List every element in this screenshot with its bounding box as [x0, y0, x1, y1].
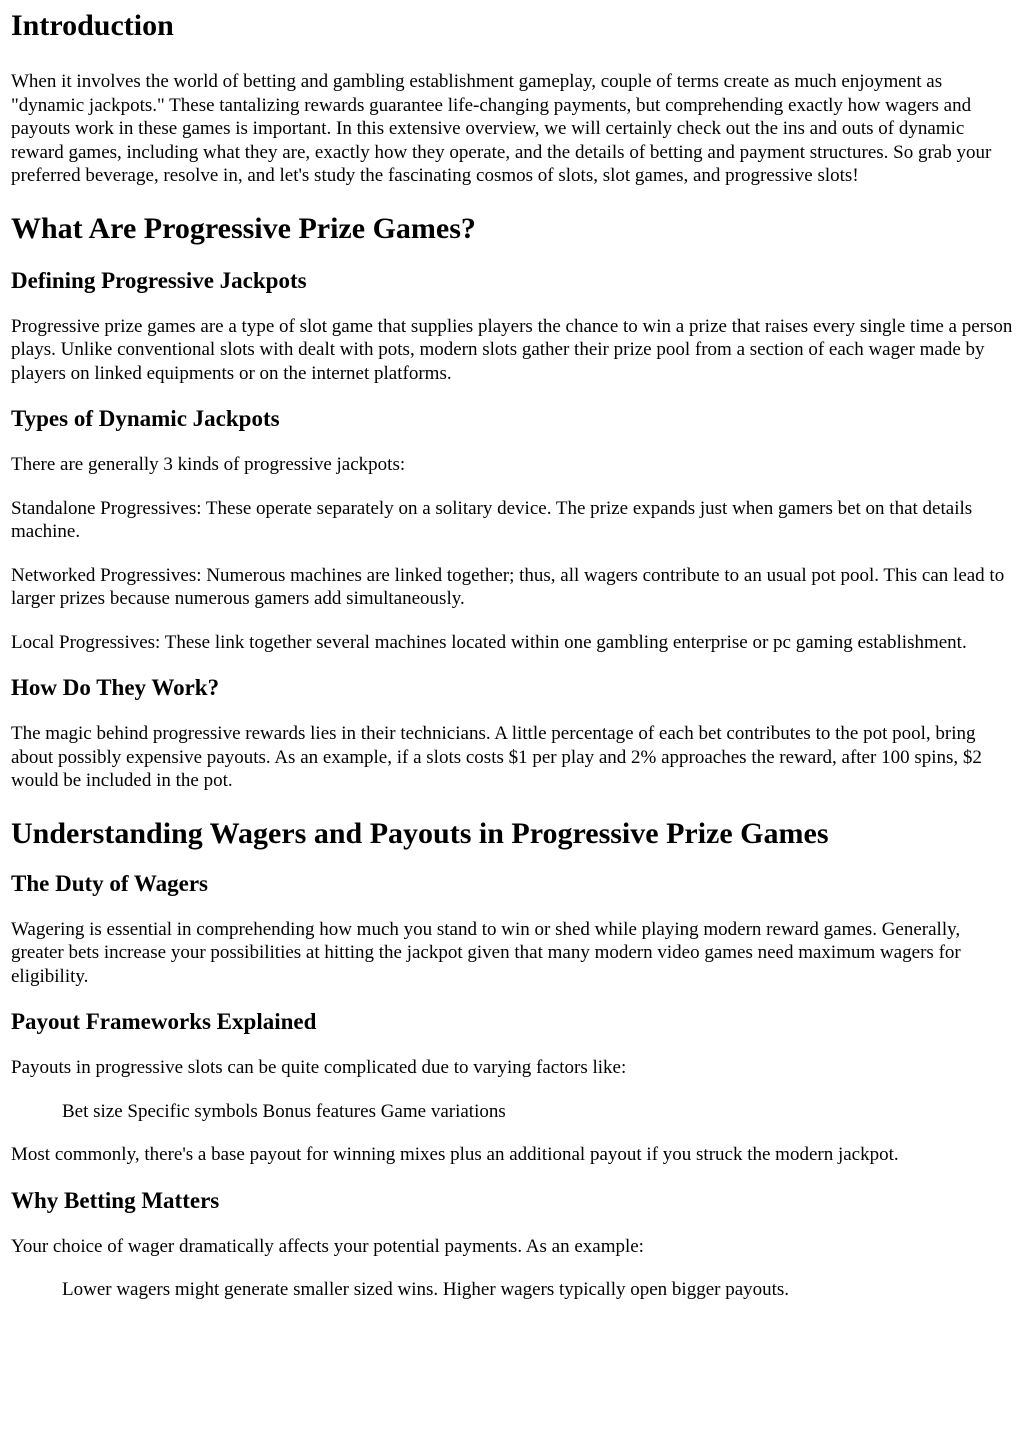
- payout-intro: Payouts in progressive slots can be quite complicated due to varying factors like:: [11, 1057, 627, 1078]
- how-paragraph: The magic behind progressive rewards lies in their technicians. A little percentage of each bet contributes to the pot pool, bring about possibly expensive payouts. As an example, if a slots costs $1 per play and 2% approaches the reward, after 100 spins, $2 would be included in the pot.: [11, 723, 982, 791]
- what-are-heading: What Are Progressive Prize Games?: [11, 211, 476, 245]
- duty-heading: The Duty of Wagers: [11, 870, 208, 896]
- payout-list: Bet size Specific symbols Bonus features Game variations: [62, 1100, 506, 1122]
- article: [0, 9, 1024, 1302]
- types-heading: Types of Dynamic Jackpots: [11, 406, 280, 431]
- understanding-heading: Understanding Wagers and Payouts in Progressive Prize Games: [11, 816, 829, 850]
- payout-paragraph: Most commonly, there's a base payout for winning mixes plus an additional payout if you struck the modern jackpot.: [11, 1144, 899, 1165]
- types-networked: Networked Progressives: Numerous machines are linked together; thus, all wagers contribute to an usual pot pool. This can lead to larger prizes because numerous gamers add simultaneously.: [11, 564, 1005, 609]
- how-heading: How Do They Work?: [11, 675, 220, 700]
- types-local: Local Progressives: These link together several machines located within one gambling enterprise or pc gaming establishment.: [11, 631, 967, 653]
- payout-heading: Payout Frameworks Explained: [11, 1009, 317, 1034]
- duty-paragraph: Wagering is essential in comprehending how much you stand to win or shed while playing modern reward games. Generally, greater bets increase your possibilities at hitting the jackpot given that many modern video games need maximum wagers for eligibility.: [11, 918, 961, 987]
- defining-heading: Defining Progressive Jackpots: [11, 267, 307, 293]
- intro-paragraph: When it involves the world of betting and gambling establishment gameplay, couple of terms create as much enjoyment as "dynamic jackpots." These tantalizing rewards guarantee life-changing payments, but comprehending exactly how wagers and payouts work in these games is important. In this extensive overview, we will certainly check out the ins and outs of dynamic reward games, including what they are, exactly how they operate, and the details of betting and payment structures. So grab your preferred beverage, resolve in, and let's study the fascinating cosmos of slots, slot games, and progressive slots!: [11, 71, 992, 186]
- defining-paragraph: Progressive prize games are a type of slot game that supplies players the chance to win a prize that raises every single time a person plays. Unlike conventional slots with dealt with pots, modern slots gather their prize pool from a section of each wager made by players on linked equipments or on the internet platforms.: [11, 315, 1013, 384]
- why-heading: Why Betting Matters: [11, 1187, 220, 1213]
- why-intro: Your choice of wager dramatically affects your potential payments. As an example:: [11, 1235, 644, 1257]
- intro-heading: Introduction: [11, 9, 174, 42]
- types-intro: There are generally 3 kinds of progressive jackpots:: [11, 454, 406, 475]
- why-list: Lower wagers might generate smaller sized wins. Higher wagers typically open bigger payouts.: [62, 1279, 790, 1300]
- types-standalone: Standalone Progressives: These operate separately on a solitary device. The prize expands just when gamers bet on that details machine.: [11, 497, 973, 542]
